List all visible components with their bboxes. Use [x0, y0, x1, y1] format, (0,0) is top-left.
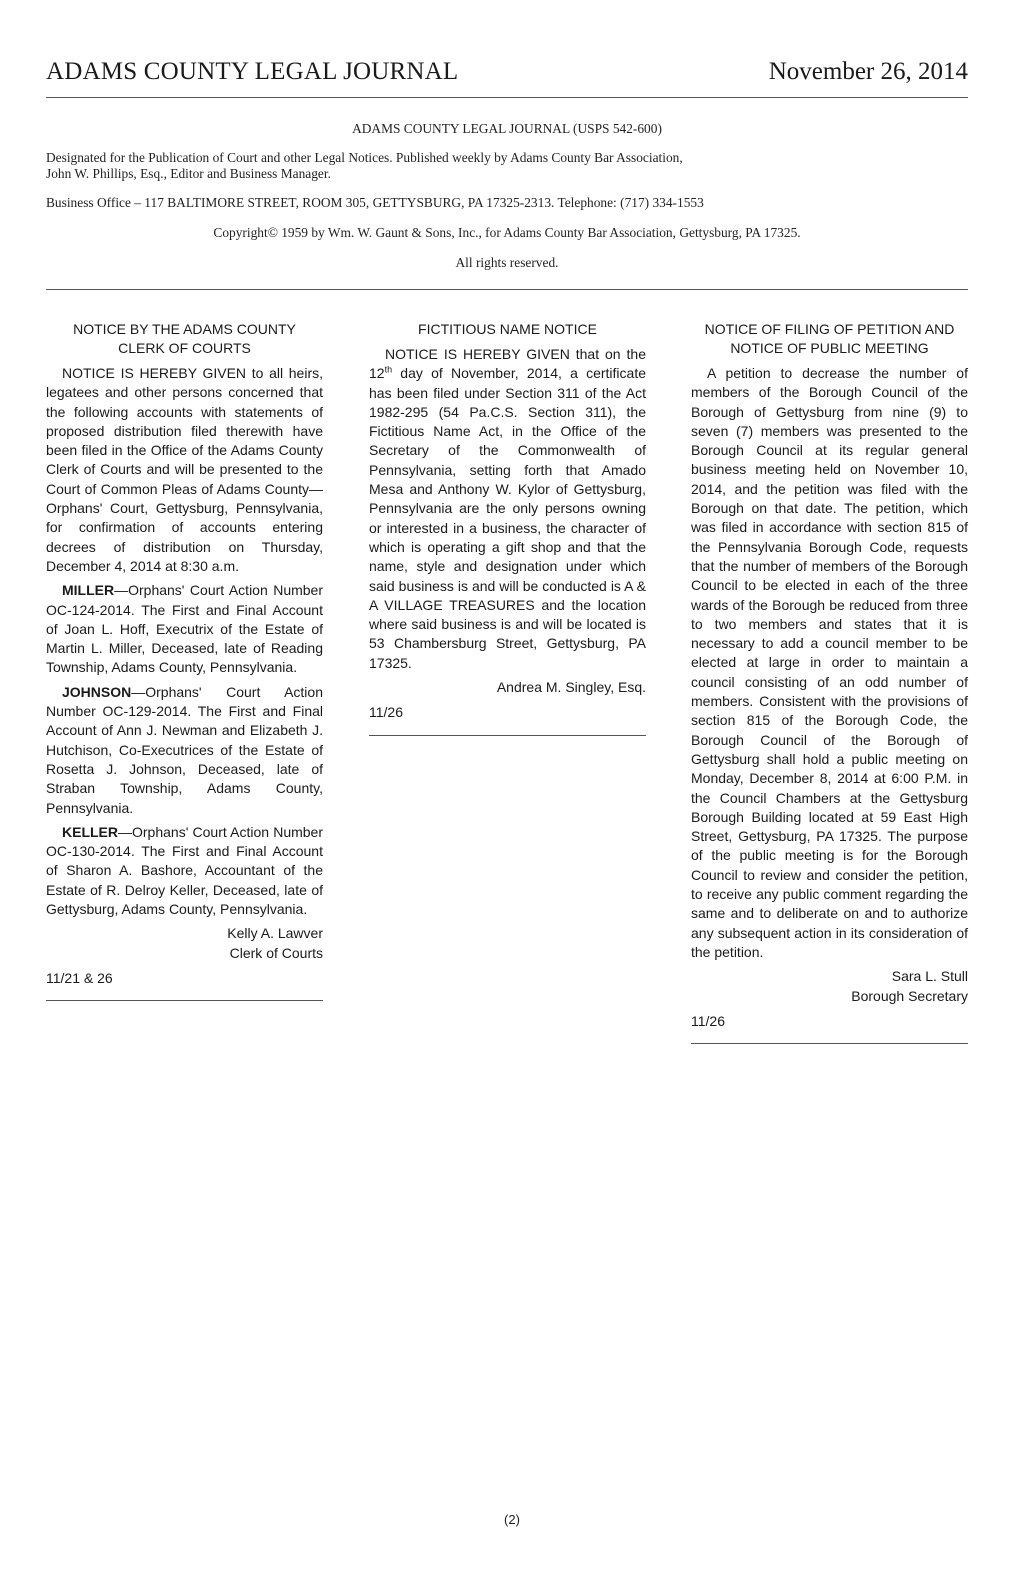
- notice-fictitious-name: [369, 320, 646, 736]
- notice-heading: [691, 320, 968, 358]
- entry-text: —Orphans' Court Action Number OC-130-2014. The First and Final Account of Sharon A. Bashore, Accountant of the Estate of R. Delroy Keller, Deceased, late of Gettysburg, Adams County, Pennsylvania.: [46, 823, 323, 918]
- notice-end-rule: [691, 1043, 968, 1044]
- page-number: (2): [504, 1512, 520, 1527]
- publication-dates: 11/26: [691, 1012, 725, 1029]
- notice-heading: FICTITIOUS NAME NOTICE: [418, 321, 597, 337]
- designation-line-1: Designated for the Publication of Court and other Legal Notices. Published weekly by Adams County Bar Association,: [46, 150, 683, 165]
- signer-name: Sara L. Stull: [891, 968, 968, 985]
- business-office: Business Office – 117 BALTIMORE STREET, ROOM 305, GETTYSBURG, PA 17325-2313. Telephone: (717) 334-1553: [46, 195, 704, 210]
- notice-heading: [46, 320, 323, 358]
- body-part-1: NOTICE IS HEREBY GIVEN that on the 12: [369, 346, 646, 382]
- notice-end-rule: [46, 1000, 323, 1001]
- rights-line: All rights reserved.: [455, 255, 559, 270]
- entry-text: —Orphans' Court Action Number OC-129-2014. The First and Final Account of Ann J. Newman and Elizabeth J. Hutchison, Co-Executrices of the Estate of Rosetta J. Johnson, Deceased, late of Straban Township, Adams County, Pennsylvania.: [46, 683, 323, 816]
- publication-dates: 11/26: [369, 704, 403, 721]
- masthead-title: ADAMS COUNTY LEGAL JOURNAL (USPS 542-600): [352, 121, 662, 136]
- signer-name: Kelly A. Lawver: [227, 925, 323, 942]
- journal-title: ADAMS COUNTY LEGAL JOURNAL: [46, 58, 459, 85]
- copyright-line: Copyright© 1959 by Wm. W. Gaunt & Sons, Inc., for Adams County Bar Association, Gettysburg, PA 17325.: [213, 225, 801, 240]
- masthead-designation: [46, 150, 968, 182]
- issue-date: November 26, 2014: [768, 58, 968, 85]
- running-header: [46, 58, 968, 92]
- entry-text: —Orphans' Court Action Number OC-124-2014. The First and Final Account of Joan L. Hoff, Executrix of the Estate of Martin L. Miller, Deceased, late of Reading Township, Adams County, Pennsylvania.: [46, 582, 323, 676]
- notice-petition-public-meeting: [691, 320, 968, 1044]
- account-entry: [46, 683, 323, 818]
- heading-line-2: NOTICE OF PUBLIC MEETING: [730, 340, 929, 356]
- account-entry: [46, 581, 323, 677]
- signer-title: Clerk of Courts: [229, 944, 323, 961]
- body-part-2: day of November, 2014, a certificate has been filed under Section 311 of the Act 1982-295 (54 Pa.C.S. Section 311), the Fictitious Name Act, in the Office of the Secretary of the Commonwealth of Pennsylvania, setting forth that Amado Mesa and Anthony W. Kylor of Gettysburg, Pennsylvania are the only persons owning or interested in a business, the character of which is operating a gift shop and that the name, style and designation under which said business is and will be conducted is A & A VILLAGE TREASURES and the location where said business is and will be located is 53 Chambersburg Street, Gettysburg, PA 17325.: [369, 365, 646, 671]
- notice-end-rule: [369, 735, 646, 736]
- notice-clerk-of-courts: [46, 320, 323, 1001]
- heading-line-1: NOTICE OF FILING OF PETITION AND: [704, 321, 955, 337]
- estate-name: MILLER: [62, 582, 115, 599]
- notice-body: A petition to decrease the number of members of the Borough Council of the Borough of Gettysburg from nine (9) to seven (7) members was presented to the Borough Council at its regular general business meeting held on November 10, 2014, and the petition was filed with the Borough on that date. The petition, which was filed in accordance with section 815 of the Pennsylvania Borough Code, requests that the number of members of the Borough Council to be elected in each of the three wards of the Borough be reduced from three to two members and states that it is necessary to add a council member to be elected at large in order to maintain a council consisting of an odd number of members. Consistent with the provisions of section 815 of the Borough Code, the Borough Council of the Borough of Gettysburg shall hold a public meeting on Monday, December 8, 2014 at 6:00 P.M. in the Council Chambers at the Gettysburg Borough Building located at 59 East High Street, Gettysburg, PA 17325. The purpose of the public meeting is for the Borough Council to review and consider the petition, to receive any public comment regarding the same and to deliberate on and to authorize any subsequent action in its consideration of the petition.: [691, 365, 968, 960]
- designation-line-2: John W. Phillips, Esq., Editor and Business Manager.: [46, 166, 331, 181]
- notice-body: [369, 345, 646, 673]
- signer-name: Andrea M. Singley, Esq.: [496, 679, 646, 696]
- heading-line-1: NOTICE BY THE ADAMS COUNTY: [73, 321, 296, 337]
- account-entry: [46, 823, 323, 919]
- signer-title: Borough Secretary: [851, 987, 968, 1004]
- header-rule: [46, 97, 968, 98]
- masthead-rule: [46, 289, 968, 290]
- heading-line-2: CLERK OF COURTS: [118, 340, 251, 356]
- notice-intro: NOTICE IS HEREBY GIVEN to all heirs, legatees and other persons concerned that the following accounts with statements of proposed distribution filed therewith have been filed in the Office of the Adams County Clerk of Courts and will be presented to the Court of Common Pleas of Adams County—Orphans' Court, Gettysburg, Pennsylvania, for confirmation of accounts entering decrees of distribution on Thursday, December 4, 2014 at 8:30 a.m.: [46, 365, 323, 574]
- publication-dates: 11/21 & 26: [46, 969, 113, 986]
- estate-name: JOHNSON: [62, 683, 132, 700]
- estate-name: KELLER: [62, 823, 118, 840]
- ordinal-suffix: th: [384, 364, 393, 375]
